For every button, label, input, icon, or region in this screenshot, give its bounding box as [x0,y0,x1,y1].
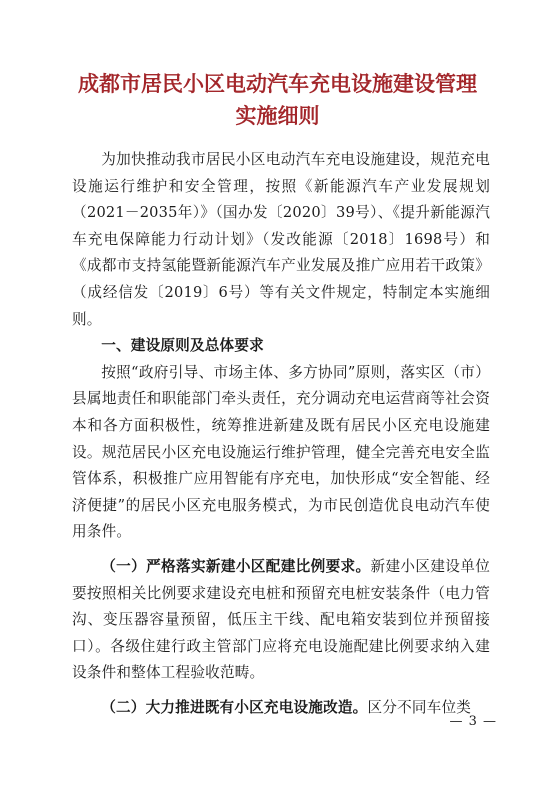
item-1-lead: （一）严格落实新建小区配建比例要求。 [101,557,371,575]
document-title-line-1: 成都市居民小区电动汽车充电设施建设管理 [78,71,477,96]
section-1-heading: 一、建设原则及总体要求 [101,337,264,355]
item-1-paragraph [72,554,490,687]
page-number: — 3 — [449,714,497,729]
item-2-paragraph [72,695,490,722]
intro-paragraph: 为加快推动我市居民小区电动汽车充电设施建设，规范充电设施运行维护和安全管理，按照《新能源汽车产业发展规划（2021－2035年）》（国办发〔2020〕39号）、《提升新能源汽车充电保障能力行动计划》（发改能源〔2018〕1698号）和《成都市支持氢能暨新能源汽车产业发展及推广应用若干政策》（成经信发〔2019〕6号）等有关文件规定，特制定本实施细则。 [72,151,490,328]
item-2-lead: （二）大力推进既有小区充电设施改造。 [101,698,368,716]
item-2-text: 区分不同车位类 [367,698,472,716]
document-title-line-2: 实施细则 [235,103,320,128]
item-1-text: 新建小区建设单位要按照相关比例要求建设充电桩和预留充电桩安装条件（电力管沟、变压器容量预留，低压主干线、配电箱安装到位并预留接口）。各级住建行政主管部门应将充电设施配建比例要求纳入建设条件和整体工程验收范畴。 [72,557,490,682]
document-body [72,147,490,721]
section-1-paragraph: 按照“政府引导、市场主体、多方协同”原则，落实区（市）县属地责任和职能部门牵头责任，充分调动充电运营商等社会资本和各方面积极性，统筹推进新建及既有居民小区充电设施建设。规范居民小区充电设施运行维护管理，健全完善充电安全监管体系，积极推广应用智能有序充电，加快形成“安全智能、经济便捷”的居民小区充电服务模式，为市民创造优良电动汽车使用条件。 [72,363,490,541]
